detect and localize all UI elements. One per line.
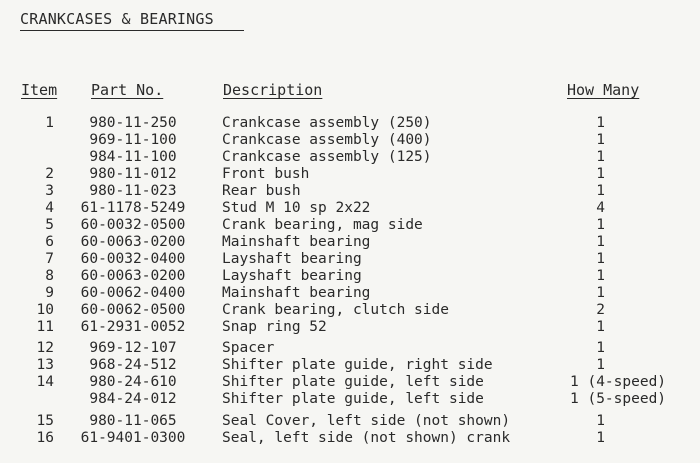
header-part-no — [91, 81, 163, 99]
part-description: Layshaft bearing — [222, 251, 362, 267]
quantity: 1 — [570, 357, 605, 373]
quantity: 2 — [570, 302, 605, 318]
table-row — [0, 319, 700, 336]
quantity: 1 — [570, 268, 605, 284]
part-number: 984-24-012 — [89, 391, 177, 407]
item-number: 12 — [36, 340, 54, 356]
part-number: 61-9401-0300 — [80, 430, 186, 446]
part-number: 60-0032-0400 — [80, 251, 186, 267]
table-row — [0, 183, 700, 200]
quantity: 1 — [570, 166, 605, 182]
part-number: 60-0063-0200 — [80, 268, 186, 284]
table-row — [0, 357, 700, 374]
part-description: Crankcase assembly (125) — [222, 149, 432, 165]
item-number: 15 — [36, 413, 54, 429]
quantity: 4 — [570, 200, 605, 216]
quantity: 1 — [570, 183, 605, 199]
item-number: 16 — [36, 430, 54, 446]
part-number: 61-2931-0052 — [80, 319, 186, 335]
part-description: Rear bush — [222, 183, 301, 199]
part-description: Layshaft bearing — [222, 268, 362, 284]
item-number: 4 — [45, 200, 54, 216]
table-row — [0, 340, 700, 357]
quantity: 1 — [570, 234, 605, 250]
part-number: 968-24-512 — [89, 357, 177, 373]
header-how-many — [567, 81, 639, 99]
item-number: 1 — [45, 115, 54, 131]
title-underline — [20, 30, 244, 31]
header-description — [223, 81, 322, 99]
part-description: Crankcase assembly (250) — [222, 115, 432, 131]
table-row — [0, 200, 700, 217]
part-number: 60-0032-0500 — [80, 217, 186, 233]
part-number: 60-0063-0200 — [80, 234, 186, 250]
item-number: 8 — [45, 268, 54, 284]
item-number: 5 — [45, 217, 54, 233]
part-description: Shifter plate guide, left side — [222, 374, 484, 390]
part-description: Snap ring 52 — [222, 319, 327, 335]
part-description: Seal Cover, left side (not shown) — [222, 413, 511, 429]
part-description: Seal, left side (not shown) crank — [222, 430, 511, 446]
table-row — [0, 115, 700, 132]
quantity: 1 — [570, 413, 605, 429]
part-description: Crankcase assembly (400) — [222, 132, 432, 148]
part-description: Mainshaft bearing — [222, 285, 371, 301]
table-row — [0, 413, 700, 430]
parts-table — [0, 115, 700, 447]
part-description: Spacer — [222, 340, 275, 356]
table-row — [0, 374, 700, 391]
quantity: 1 — [570, 132, 605, 148]
part-description: Shifter plate guide, right side — [222, 357, 493, 373]
quantity: 1 (5-speed) — [570, 391, 667, 407]
table-row — [0, 251, 700, 268]
item-number: 10 — [36, 302, 54, 318]
table-row — [0, 149, 700, 166]
part-number: 980-11-023 — [89, 183, 177, 199]
header-how-many-label: How Many — [567, 81, 640, 99]
part-number: 980-11-065 — [89, 413, 177, 429]
quantity: 1 — [570, 430, 605, 446]
part-description: Stud M 10 sp 2x22 — [222, 200, 371, 216]
item-number: 14 — [36, 374, 54, 390]
item-number: 13 — [36, 357, 54, 373]
part-description: Front bush — [222, 166, 310, 182]
header-item-label: Item — [21, 81, 58, 99]
table-row — [0, 430, 700, 447]
quantity: 1 — [570, 217, 605, 233]
part-number: 980-24-610 — [89, 374, 177, 390]
part-number: 969-12-107 — [89, 340, 177, 356]
part-description: Shifter plate guide, left side — [222, 391, 484, 407]
item-number: 9 — [45, 285, 54, 301]
header-description-label: Description — [223, 81, 323, 99]
table-row — [0, 391, 700, 408]
item-number: 11 — [36, 319, 54, 335]
quantity: 1 — [570, 319, 605, 335]
part-description: Crank bearing, mag side — [222, 217, 423, 233]
table-row — [0, 217, 700, 234]
quantity: 1 — [570, 251, 605, 267]
part-number: 61-1178-5249 — [80, 200, 186, 216]
item-number: 7 — [45, 251, 54, 267]
quantity: 1 (4-speed) — [570, 374, 667, 390]
page-title: CRANKCASES & BEARINGS — [20, 10, 214, 28]
part-number: 980-11-012 — [89, 166, 177, 182]
part-number: 984-11-100 — [89, 149, 177, 165]
quantity: 1 — [570, 285, 605, 301]
table-row — [0, 132, 700, 149]
item-number: 3 — [45, 183, 54, 199]
part-description: Mainshaft bearing — [222, 234, 371, 250]
part-number: 980-11-250 — [89, 115, 177, 131]
quantity: 1 — [570, 149, 605, 165]
table-row — [0, 166, 700, 183]
table-row — [0, 234, 700, 251]
part-number: 60-0062-0400 — [80, 285, 186, 301]
table-row — [0, 302, 700, 319]
part-description: Crank bearing, clutch side — [222, 302, 449, 318]
part-number: 969-11-100 — [89, 132, 177, 148]
item-number: 6 — [45, 234, 54, 250]
part-number: 60-0062-0500 — [80, 302, 186, 318]
quantity: 1 — [570, 115, 605, 131]
header-part-no-label: Part No. — [91, 81, 164, 99]
table-row — [0, 268, 700, 285]
quantity: 1 — [570, 340, 605, 356]
header-item — [21, 81, 57, 99]
table-row — [0, 285, 700, 302]
item-number: 2 — [45, 166, 54, 182]
